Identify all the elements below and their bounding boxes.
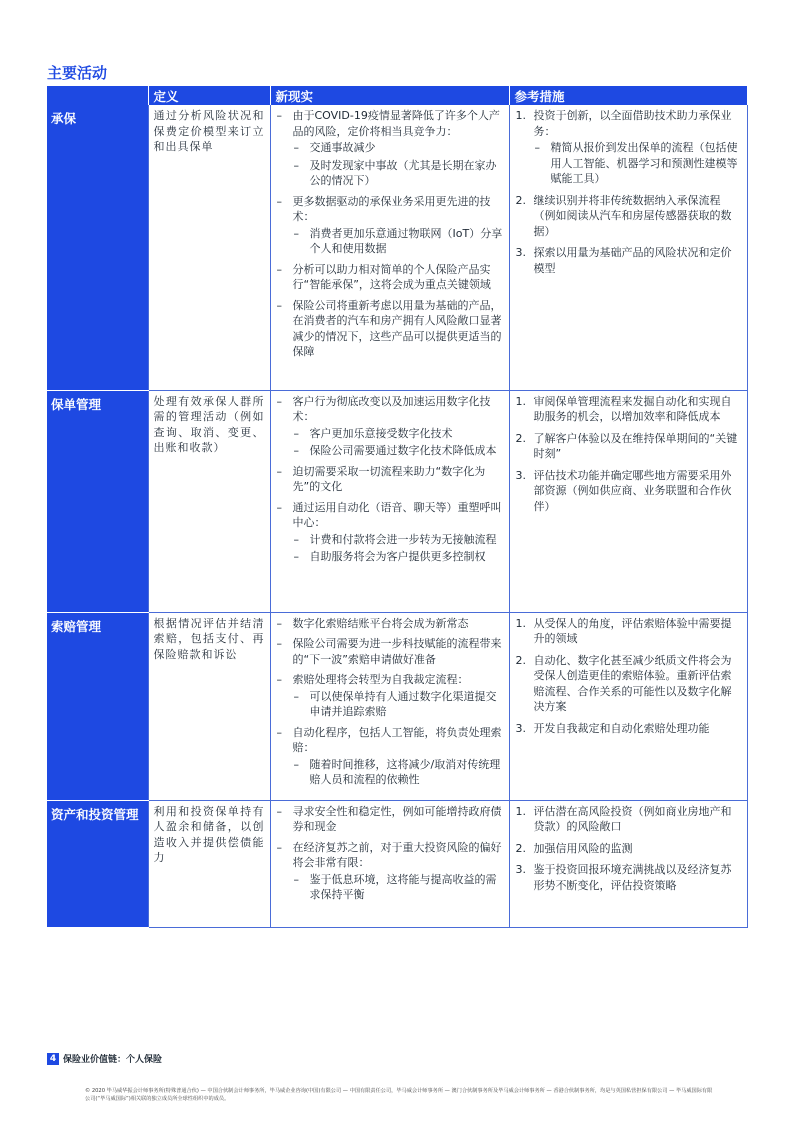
- new-reality-cell: [270, 105, 509, 390]
- measure-number: 1.: [515, 109, 526, 122]
- reality-item-text: 分析可以助力相对简单的个人保险产品实行“智能承保”，这将会成为重点关键领域: [292, 262, 491, 291]
- reality-item: [276, 394, 504, 459]
- measure-number: 2.: [515, 653, 526, 667]
- reality-item-text: 索赔处理将会转型为自我裁定流程：: [292, 673, 469, 686]
- activities-table: [47, 86, 748, 928]
- reality-item-text: 保险公司需要为进一步科技赋能的流程带来的“下一波”索赔申请做好准备: [292, 637, 502, 666]
- row-heading: 索赔管理: [47, 612, 148, 800]
- table-row: [47, 612, 747, 800]
- measures-cell: [509, 612, 747, 800]
- measure-number: 2.: [515, 193, 526, 207]
- measures-cell: [509, 800, 747, 927]
- reality-item-text: 由于COVID-19疫情显著降低了许多个人产品的风险，定价将相当具竞争力：: [292, 109, 500, 138]
- table-header-row: [47, 86, 747, 105]
- footer-legal: © 2020 毕马威华振会计师事务所(特殊普通合伙) — 中国合伙制会计师事务所，毕马威企业咨询(中国)有限公司 — 中国有限责任公司，毕马威会计师事务所 — 澳门合伙制事务所及毕马威会计师事务所 — 香港合伙制事务所，均是与英国私营担保有限公司 — 毕马威国际有限公司(“毕马威国际”)相关联的独立成员所全球性组织中的成员。: [85, 1088, 713, 1102]
- table-row: [47, 105, 747, 390]
- measure-item-text: 了解客户体验以及在维持保单期间的“关键时刻”: [533, 431, 738, 460]
- table-row: [47, 390, 747, 612]
- row-heading: 保单管理: [47, 390, 148, 612]
- measure-item: [515, 108, 742, 187]
- definition-cell: 通过分析风险状况和保费定价模型来订立和出具保单: [148, 105, 270, 390]
- measure-item-text: 开发自我裁定和自动化索赔处理功能: [533, 721, 710, 735]
- reality-subitem: – 自助服务将会为客户提供更多控制权: [293, 549, 504, 565]
- reality-subitem: – 客户更加乐意接受数字化技术: [293, 426, 504, 442]
- reality-item-text: 自动化程序，包括人工智能，将负责处理索赔：: [292, 725, 502, 754]
- reality-subitem: – 保险公司需要通过数字化技术降低成本: [293, 443, 504, 459]
- reality-subitem: – 交通事故减少: [293, 140, 504, 156]
- measure-item-text: 投资于创新，以全面借助技术助力承保业务：: [533, 109, 732, 138]
- definition-cell: 根据情况评估并结清索赔，包括支付、再保险赔款和诉讼: [148, 612, 270, 800]
- reality-item: [276, 616, 504, 632]
- measure-item-text: 审阅保单管理流程来发掘自动化和实现自助服务的机会，以增加效率和降低成本: [533, 394, 732, 423]
- measure-item: [515, 653, 742, 715]
- reality-item: [276, 262, 504, 293]
- measure-item: [515, 616, 742, 647]
- measures-cell: [509, 390, 747, 612]
- page-number: 4: [47, 1053, 59, 1065]
- reality-subitem: – 及时发现家中事故（尤其是长期在家办公的情况下）: [293, 158, 504, 189]
- measure-item: [515, 468, 742, 515]
- reality-item-text: 寻求安全性和稳定性，例如可能增持政府债券和现金: [292, 804, 502, 833]
- measure-number: 3.: [515, 468, 526, 482]
- measure-item-text: 继续识别并将非传统数据纳入承保流程（例如阅读从汽车和房屋传感器获取的数据）: [533, 193, 732, 238]
- reality-item: [276, 194, 504, 257]
- measure-item: [515, 394, 742, 425]
- reality-item-text: 在经济复苏之前，对于重大投资风险的偏好将会非常有限：: [292, 840, 502, 869]
- measure-number: 1.: [515, 804, 526, 818]
- measure-item-text: 从受保人的角度，评估索赔体验中需要提升的领域: [533, 616, 732, 645]
- measure-item-text: 自动化、数字化甚至减少纸质文件将会为受保人创造更佳的索赔体验。重新评估索赔流程、合作关系的可能性以及数字化解决方案: [533, 653, 732, 713]
- reality-item-text: 更多数据驱动的承保业务采用更先进的技术：: [292, 194, 491, 223]
- measure-item-text: 评估技术功能并确定哪些地方需要采用外部资源（例如供应商、业务联盟和合作伙伴）: [533, 468, 732, 513]
- reality-item: [276, 636, 504, 667]
- header-empty: [47, 86, 148, 105]
- reality-subitem: – 鉴于低息环境，这将能与提高收益的需求保持平衡: [293, 872, 504, 903]
- footer-page: [47, 1052, 162, 1065]
- measure-item-text: 评估潜在高风险投资（例如商业房地产和贷款）的风险敞口: [533, 804, 732, 833]
- measure-item: [515, 431, 742, 462]
- reality-item: [276, 464, 504, 495]
- table-row: [47, 800, 747, 927]
- reality-item: [276, 500, 504, 565]
- measure-item: [515, 804, 742, 835]
- measure-item-text: 加强信用风险的监测: [533, 841, 633, 855]
- reality-item: [276, 298, 504, 360]
- new-reality-cell: [270, 390, 509, 612]
- reality-item-text: 迫切需要采取一切流程来助力“数字化为先”的文化: [292, 464, 486, 493]
- page-title: 主要活动: [47, 64, 108, 82]
- reality-item: [276, 672, 504, 720]
- reality-subitem: – 计费和付款将会进一步转为无接触流程: [293, 532, 504, 548]
- reality-item-text: 客户行为彻底改变以及加速运用数字化技术：: [292, 394, 491, 423]
- measure-item: [515, 721, 742, 737]
- new-reality-cell: [270, 612, 509, 800]
- measure-number: 3.: [515, 721, 526, 735]
- reality-subitem: – 可以使保单持有人通过数字化渠道提交申请并追踪索赔: [293, 689, 504, 720]
- row-heading: 承保: [47, 105, 148, 390]
- measure-item: [515, 245, 742, 276]
- reality-item-text: 通过运用自动化（语音、聊天等）重塑呼叫中心：: [292, 500, 502, 529]
- reality-item: [276, 725, 504, 788]
- measure-number: 3.: [515, 863, 526, 876]
- measure-number: 3.: [515, 246, 526, 259]
- measure-number: 1.: [515, 616, 526, 630]
- measure-subitem: – 精简从报价到发出保单的流程（包括使用人工智能、机器学习和预测性建模等赋能工具）: [534, 140, 742, 187]
- measure-number: 2.: [515, 431, 526, 445]
- definition-cell: 利用和投资保单持有人盈余和储备，以创造收入并提供偿债能力: [148, 800, 270, 927]
- header-measures: 参考措施: [509, 86, 747, 105]
- measures-cell: [509, 105, 747, 390]
- reality-item: [276, 108, 504, 189]
- header-new-reality: 新现实: [270, 86, 509, 105]
- definition-cell: 处理有效承保人群所需的管理活动（例如查询、取消、变更、出账和收款）: [148, 390, 270, 612]
- measure-number: 2.: [515, 841, 526, 855]
- new-reality-cell: [270, 800, 509, 927]
- footer-title: 保险业价值链：个人保险: [63, 1055, 163, 1065]
- measure-item-text: 鉴于投资回报环境充满挑战以及经济复苏形势不断变化，评估投资策略: [533, 863, 732, 892]
- measure-number: 1.: [515, 394, 526, 408]
- header-definition: 定义: [148, 86, 270, 105]
- measure-item: [515, 841, 742, 857]
- measure-item: [515, 193, 742, 240]
- reality-item: [276, 840, 504, 903]
- row-heading: 资产和投资管理: [47, 800, 148, 927]
- measure-item: [515, 862, 742, 893]
- measure-item-text: 探索以用量为基础产品的风险状况和定价模型: [533, 246, 732, 275]
- reality-subitem: – 随着时间推移，这将减少/取消对传统理赔人员和流程的依赖性: [293, 757, 504, 788]
- reality-item: [276, 804, 504, 835]
- reality-item-text: 数字化索赔结账平台将会成为新常态: [292, 616, 469, 630]
- reality-item-text: 保险公司将重新考虑以用量为基础的产品，在消费者的汽车和房产拥有人风险敞口显著减少的情况下，这些产品可以提供更适当的保障: [292, 298, 502, 358]
- reality-subitem: – 消费者更加乐意通过物联网（IoT）分享个人和使用数据: [293, 226, 504, 257]
